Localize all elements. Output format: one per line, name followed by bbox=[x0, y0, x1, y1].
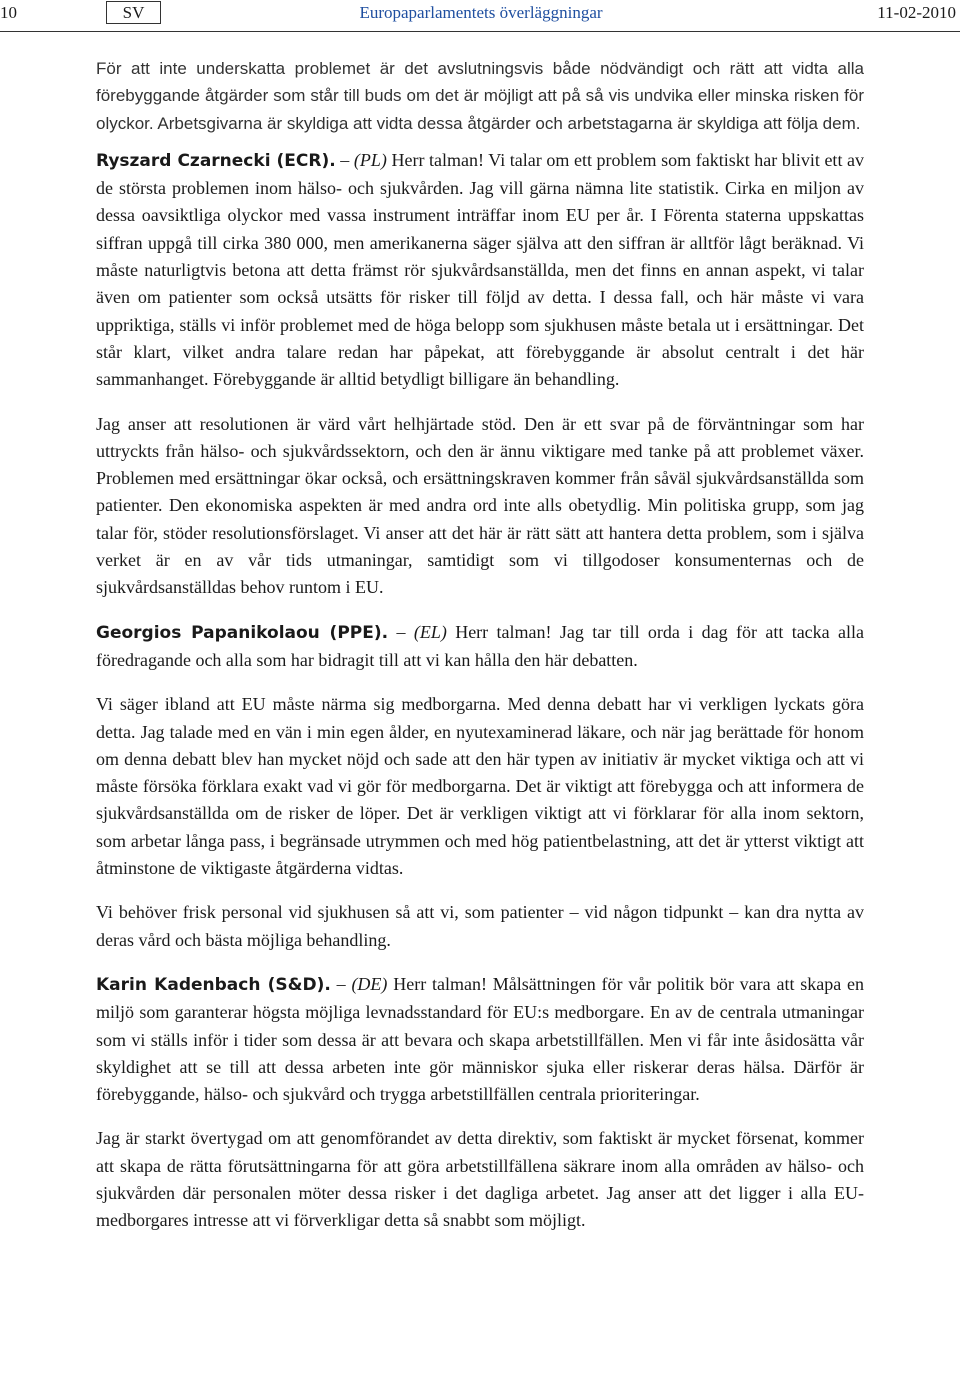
speech-paragraph bbox=[96, 619, 864, 675]
debate-text bbox=[96, 55, 864, 1252]
paragraph-text: Herr talman! Jag tar till orda i dag för att tacka alla föredragande och alla som har bidragit till att vi kan hålla den här debatten. bbox=[96, 621, 865, 670]
page-number: 10 bbox=[0, 3, 17, 22]
paragraph-text: Vi behöver frisk personal vid sjukhusen så att vi, som patienter – vid någon tidpunkt – kan dra nytta av deras vård och bästa möjliga behandling. bbox=[96, 902, 864, 950]
page-header bbox=[0, 0, 960, 30]
language-code: (EL) bbox=[413, 621, 447, 642]
speaker-dash: – bbox=[330, 973, 352, 994]
speaker-name: Karin Kadenbach (S&D). bbox=[96, 974, 331, 995]
language-code: (DE) bbox=[351, 973, 388, 994]
speaker-name: Ryszard Czarnecki (ECR). bbox=[96, 150, 336, 171]
speech-paragraph bbox=[96, 147, 864, 394]
paragraph bbox=[96, 1125, 864, 1234]
publication-title: Europaparlamentets överläggningar bbox=[359, 3, 603, 22]
language-code-box: SV bbox=[106, 1, 161, 24]
speaker-dash: – bbox=[388, 621, 414, 642]
paragraph-text: Herr talman! Målsättningen för vår politik bör vara att skapa en miljö som garanterar högsta möjliga levnadsstandard för EU:s medborgare. En av de centrala utmaningar som vi ställs inför i tider som dessa är att bevara och skapa arbetstillfällen. Men vi får inte åsidosätta vår skyldighet att se till att dessa arbeten inte gör människor sjuka eller riskerar deras hälsa. Därför är förebyggande, hälso- och sjukvård och trygga arbetstillfällen centrala prioriteringar. bbox=[96, 973, 865, 1105]
speaker-name: Georgios Papanikolaou (PPE). bbox=[96, 622, 389, 643]
header-divider bbox=[0, 31, 960, 32]
paragraph-text: Herr talman! Vi talar om ett problem som faktiskt har blivit ett av de största problemen inom hälso- och sjukvården. Jag vill gärna nämna lite statistik. Cirka en miljon av dessa oavsiktliga olyckor med vassa instrument inträffar inom EU per år. I Förenta staterna uppskattas siffran uppgå till cirka 380 000, men amerikanerna säger själva att den siffran är alltför lågt beräknad. Vi måste naturligtvis betona att detta främst rör sjukvårdsanställda, men det finns en annan aspekt, vi talar även om patienter som också utsätts för risker till följd av detta. I dessa fall, och här måste vi vara uppriktiga, ställs vi inför problemet med de höga belopp som sjukhusen måste betala ut i ersättningar. Det står klart, vilket andra talare redan har påpekat, att förebyggande är absolut centralt i det här sammanhanget. Förebyggande är alltid betydligt billigare än behandling. bbox=[96, 149, 865, 390]
paragraph bbox=[96, 411, 864, 602]
paragraph-text: Jag anser att resolutionen är värd vårt helhjärtade stöd. Den är ett svar på de förväntningar som har uttryckts från hälso- och sjukvårdssektorn, och den är ännu viktigare med tanke på att problemet växer. Problemen med ersättningar ökar också, och ersättningskraven kommer från såväl sjukvårdsanställda som patienter. Den ekonomiska aspekten är med andra ord inte alls obetydlig. Min politiska grupp, som jag talar för, stöder resolutionsförslaget. Vi anser att det här är rätt sätt att hantera detta problem, som i själva verket är en av vår tids utmaningar, samtidigt som vi tillgodoser konsumenternas och de sjukvårdsanställdas behov runtom i EU. bbox=[96, 413, 864, 598]
paragraph-text: Jag är starkt övertygad om att genomförandet av detta direktiv, som faktiskt är mycket försenat, kommer att skapa de rätta förutsättningarna för att göra arbetstillfällena säkrare inom alla områden av hälso- och sjukvården där personalen möter dessa risker i det dagliga arbetet. Jag anser att det ligger i alla EU-medborgares intresse att vi förverkligar detta så snabbt som möjligt. bbox=[96, 1128, 864, 1231]
speech-paragraph bbox=[96, 971, 864, 1108]
paragraph bbox=[96, 55, 864, 137]
paragraph-text: Vi säger ibland att EU måste närma sig medborgarna. Med denna debatt har vi verkligen lyckats göra detta. Jag talade med en vän i min egen ålder, en nyutexaminerad läkare, och när jag berättade för honom om denna debatt blev han mycket nöjd och sade att den här typen av initiativ är mycket viktiga och att vi måste försöka förklara exakt vad vi gör för medborgarna. Det är viktigt att förebygga och att informera de sjukvårdsanställda om de risker de löper. Det är verkligen viktigt att vi förklarar för alla inom sektorn, som arbetar långa pass, i begränsade utrymmen och med hög patientbelastning, att det är ytterst viktigt att åtminstone de viktigaste åtgärderna vidtas. bbox=[96, 694, 864, 879]
language-code: (PL) bbox=[353, 149, 387, 170]
paragraph bbox=[96, 691, 864, 882]
publication-date: 11-02-2010 bbox=[877, 3, 956, 22]
paragraph bbox=[96, 899, 864, 954]
speaker-dash: – bbox=[335, 149, 354, 170]
paragraph-text: För att inte underskatta problemet är det avslutningsvis både nödvändigt och rätt att vidta alla förebyggande åtgärder som står till buds om det är möjligt att på så vis undvika eller minska risken för olyckor. Arbetsgivarna är skyldiga att vidta dessa åtgärder och arbetstagarna är skyldiga att följa dem. bbox=[96, 59, 864, 133]
